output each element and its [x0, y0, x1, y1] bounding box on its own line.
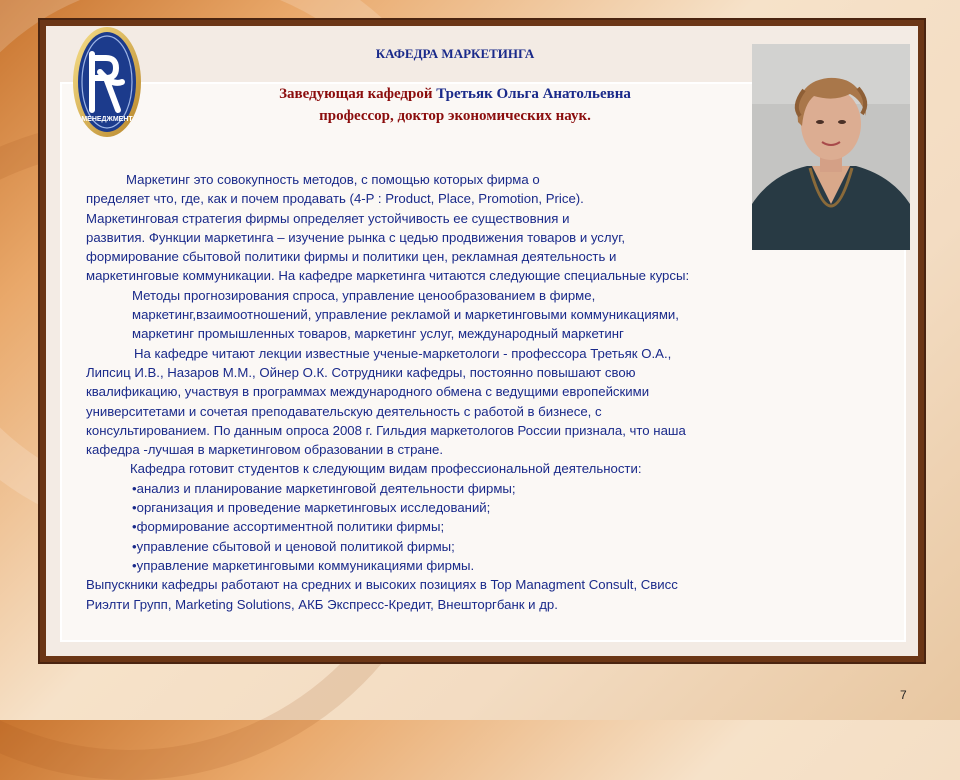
head-of-department: [170, 86, 740, 103]
body-text: [86, 170, 846, 614]
logo-text: МЕНЕДЖМЕНТ: [81, 116, 133, 123]
page-number: 7: [900, 688, 907, 702]
courses-line: маркетинг,взаимоотношений, управление рекламой и маркетинговыми коммуникациями,: [132, 307, 679, 323]
bullet-item: •формирование ассортиментной политики фирмы;: [132, 519, 445, 535]
paragraph-line: пределяет что, где, как и почем продавать (4-P : Product, Place, Promotion, Price).: [86, 191, 584, 207]
paragraph-line: Кафедра готовит студентов к следующим видам профессиональной деятельности:: [130, 461, 642, 477]
paragraph-line: Маркетинговая стратегия фирмы определяет устойчивость ее существовния и: [86, 210, 570, 226]
paragraph-line: На кафедре читают лекции известные ученые-маркетологи - профессора Третьяк О.А.,: [134, 345, 672, 361]
paragraph-line: университетами и сочетая преподавательскую деятельность с работой в бизнесе, с: [86, 403, 602, 419]
courses-line: маркетинг промышленных товаров, маркетинг услуг, международный маркетинг: [132, 326, 624, 342]
paragraph-line: маркетинговые коммуникации. На кафедре маркетинга читаются следующие специальные курсы:: [86, 268, 690, 284]
paragraph-line: Риэлти Групп, Marketing Solutions, АКБ Экспресс-Кредит, Внешторгбанк и др.: [86, 596, 558, 612]
paragraph-line: квалификацию, участвуя в программах международного обмена с ведущими европейскими: [86, 384, 650, 400]
paragraph-line: кафедра -лучшая в маркетинговом образовании в стране.: [86, 442, 444, 458]
paragraph-line: Липсиц И.В., Назаров М.М., Ойнер О.К. Сотрудники кафедры, постоянно повышают свою: [86, 364, 636, 380]
head-title: профессор, доктор экономических наук.: [319, 108, 591, 124]
bullet-item: •организация и проведение маркетинговых исследований;: [132, 500, 491, 516]
bullet-item: •анализ и планирование маркетинговой деятельности фирмы;: [132, 480, 516, 496]
hse-logo: [72, 26, 142, 138]
paragraph-line: консультированием. По данным опроса 2008 г. Гильдия маркетологов России признала, что наша: [86, 422, 686, 438]
head-prefix: Заведующая кафедрой: [279, 86, 437, 102]
head-name: Третьяк Ольга Анатольевна: [436, 86, 631, 102]
paragraph-line: формирование сбытовой политики фирмы и политики цен, рекламная деятельность и: [86, 249, 617, 265]
department-title: КАФЕДРА МАРКЕТИНГА: [375, 46, 535, 61]
bullet-item: •управление сбытовой и ценовой политикой фирмы;: [132, 538, 455, 554]
paragraph-line: Маркетинг это совокупность методов, с помощью которых фирма о: [126, 172, 540, 187]
bullet-item: •управление маркетинговыми коммуникациями фирмы.: [132, 557, 475, 573]
courses-line: Методы прогнозирования спроса, управление ценообразованием в фирме,: [132, 287, 596, 303]
paragraph-line: Выпускники кафедры работают на средних и высоких позициях в Top Managment Consult, Свисс: [86, 577, 678, 593]
paragraph-line: развития. Функции маркетинга – изучение рынка с цедью продвижения товаров и услуг,: [86, 229, 626, 245]
